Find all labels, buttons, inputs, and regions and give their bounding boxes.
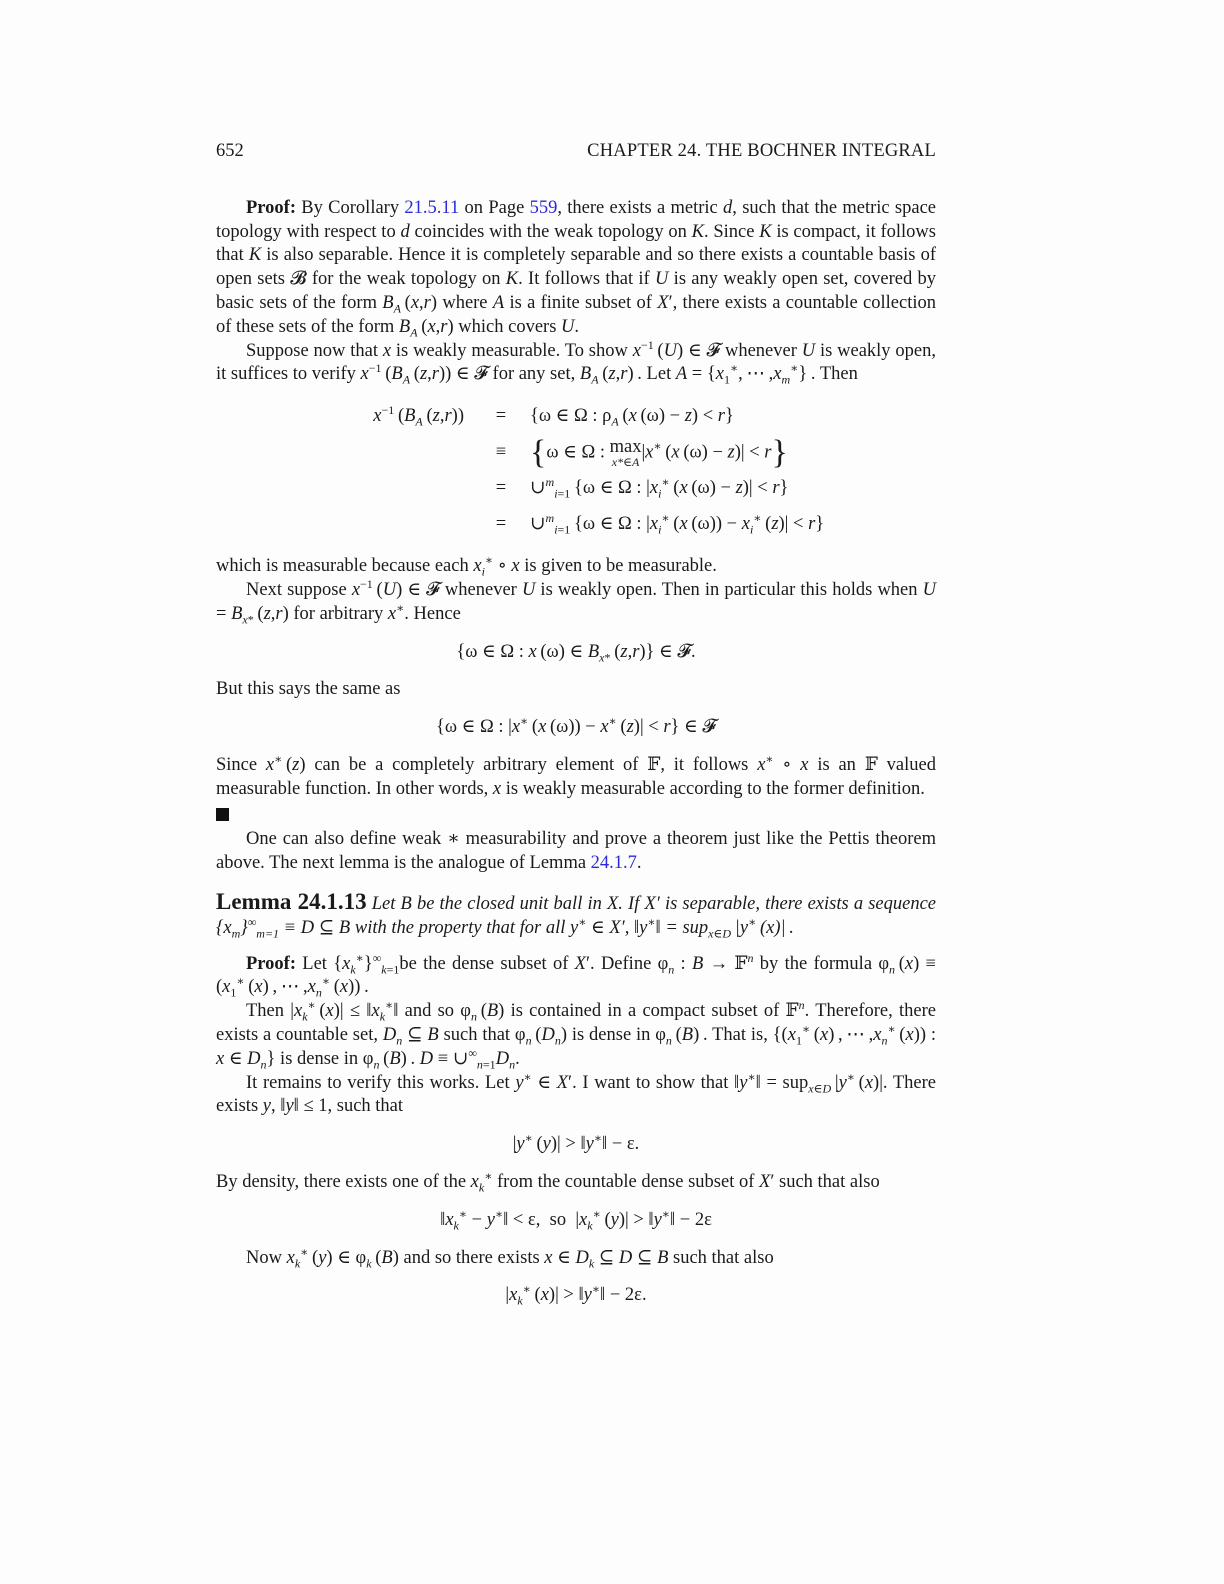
lemma-statement: Lemma 24.1.13 Let B be the closed unit ball in X. If X′ is separable, there exists a sequence $\{x_m\}^\infty_{m=1} \equiv D$ ⊆ B with the property that for all y∗ ∈ X′, ‖y∗‖ = sup$_{x\in D}$ |y∗ (x)| . [216,888,936,941]
corollary-link[interactable]: 21.5.11 [404,197,460,218]
page [216,140,936,1322]
running-header [216,140,936,164]
lemma-label: Lemma 24.1.13 [216,888,367,914]
paragraph: It remains to verify this works. Let y∗ ∈ X′. I want to show that ‖y∗‖ = sup$_{x\in D}$ |y∗ (x)|. There exists y, ‖y‖ ≤ 1, such that [216,1069,937,1117]
equation: $‖x_k^∗$ − y∗‖ < ε, so $|x_k^∗$ (y)| > ‖y∗‖ − 2ε [440,1206,712,1233]
equation: |y∗ (y)| > ‖y∗‖ − ε. [512,1130,640,1155]
paragraph: By density, there exists one of the $x_k^∗$ from the countable dense subset of X′ such that also [216,1168,880,1195]
page-link[interactable]: 559 [529,197,558,218]
paragraph: Now $x_k^∗$ (y) ∈ $\varphi_k$ (B) and so there exists x ∈ $D_k$ ⊆ D ⊆ B such that also [246,1244,774,1271]
paragraph: Proof: By Corollary 21.5.11 on Page 559, there exists a metric d, such that the metric space topology with respect to d coincides with the weak topology on K. Since K is compact, it follows that K is also separable. Hence it is completely separable and so there exists a countable basis of open sets 𝓑 for the weak topology on K. It follows that if U is any weakly open set, covered by basic sets of the form $B_A$ (x,r) where A is a finite subset of X′, there exists a countable collection of these sets of the form $B_A$ (x,r) which covers U. [216,197,937,340]
paragraph: Proof: Let $\{x_k^∗\}^\infty_{k=1}be$ the dense subset of X′. Define $\varphi_n$ : B → 𝔽$^n$ by the formula $\varphi_n$ $(x) \equiv (x_1^∗$ (x) , ⋯ $,x_n^∗$ (x)) . [216,950,936,1001]
paragraph: One can also define weak ∗ measurability and prove a theorem just like the Pettis theorem above. The next lemma is the analogue of Lemma 24.1.7. [216,829,936,874]
equation: {ω ∈ Ω : |x∗ (x (ω)) − x∗ (z)| < r} ∈ 𝓕 [435,714,717,738]
chapter-title: CHAPTER 24. THE BOCHNER INTEGRAL [587,141,936,161]
paragraph: Then $|x_k^∗$ $(x)| \le ‖x_k^∗‖$ and so $\varphi_n$ (B) is contained in a compact subset of 𝔽$^n$. Therefore, there exists a countable set, $D_n$ ⊆ B such that $\varphi_n$ $(D_n)$ is dense in $\varphi_n$ (B) . That is, {($x_1^∗$ (x) , ⋯ $,x_n^∗$ (x)) : x ∈ $D_n$} is dense in $\varphi_n$ (B) . $D \equiv \cup^\infty_{n=1}D_n$. [216,997,936,1072]
paragraph: which is measurable because each $x_i^∗$ ∘ x is given to be measurable. [216,553,717,579]
equation-array: $x^{-1}$ ($B_A$ (z,r)) = {ω ∈ Ω : $\rho_A$ (x (ω) − z) < r} ≡ {ω ∈ Ω : max x*∈A |x∗ (x (ω) − z)| < r} = ∪$^m_{i=1}$ {ω ∈ Ω : $|x_i^∗$ (x (ω) − z)| < r} = ∪$^m_{i=1}$ {ω ∈ Ω : $|x_i^∗$ (x $(\omega)) - x_i^∗$ (z)| < r} [373,403,825,537]
lemma-link[interactable]: 24.1.7 [590,853,637,874]
equation: {ω ∈ Ω : x (ω) ∈ $B_{x*}$ (z,r)} ∈ 𝓕. [456,641,696,665]
paragraph: But this says the same as [216,679,401,700]
page-number: 652 [216,141,244,161]
qed-mark [216,802,936,829]
paragraph: Since x∗ (z) can be a completely arbitrary element of 𝔽, it follows x∗ ∘ x is an 𝔽 valued measurable function. In other words, x is weakly measurable according to the former definition. [216,751,936,799]
equation: $|x_k^∗$ (x)| > ‖y∗‖ − 2ε. [505,1282,647,1308]
paragraph: Next suppose $x^{-1}$ (U) ∈ 𝓕 whenever U is weakly open. Then in particular this holds when $U = B_{x*}$ (z,r) for arbitrary x∗. Hence [216,576,936,627]
paragraph: Suppose now that x is weakly measurable. To show $x^{-1}$ (U) ∈ 𝓕 whenever U is weakly open, it suffices to verify $x^{-1}$ ($B_A$ (z,r)) ∈ 𝓕 for any set, $B_A$ (z,r) . Let $A = \{x_1^∗$, ⋯ $,x_m^∗$} . Then [216,337,936,388]
